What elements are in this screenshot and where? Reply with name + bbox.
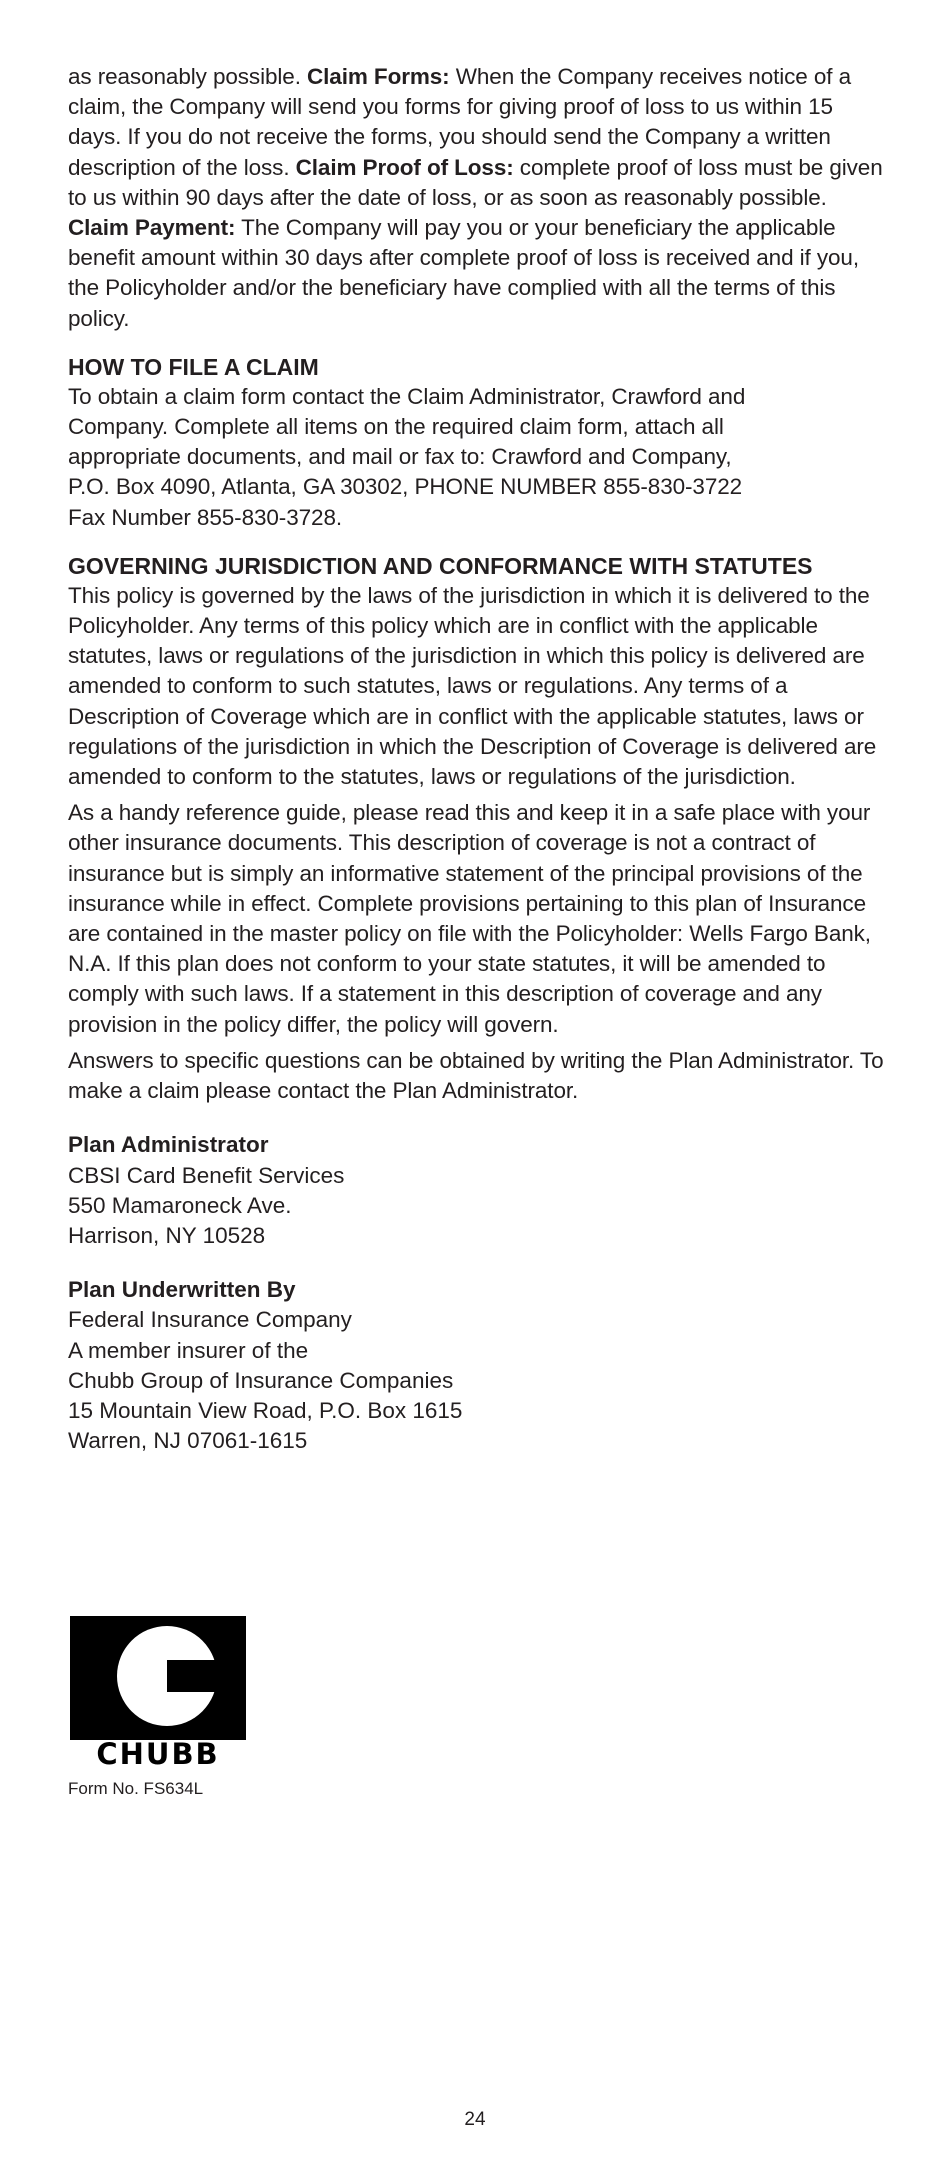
questions-paragraph: Answers to specific questions can be obtained by writing the Plan Administrator. To make a claim please contact the Plan Administrator. <box>68 1047 884 1104</box>
claim-forms-text: When the Company receives notice of a claim, the Company will send you forms for giving proof of loss to us within 15 days. If you do not receive the forms, you should send the Company a written description of the loss. <box>68 64 852 180</box>
plan-administrator-title: Plan Administrator <box>68 1132 269 1158</box>
how-to-file-line: Fax Number 855-830-3728. <box>68 504 343 530</box>
underwriter-line: Chubb Group of Insurance Companies <box>68 1367 454 1393</box>
form-number: Form No. FS634L <box>68 1779 204 1798</box>
underwriter-block <box>68 1275 888 1456</box>
jurisdiction-heading: GOVERNING JURISDICTION AND CONFORMANCE WITH STATUTES <box>68 552 813 579</box>
document-body <box>68 62 888 1456</box>
proof-of-loss-text: complete proof of loss must be given to us within 90 days after the date of loss, or as soon as reasonably possible. <box>68 154 883 210</box>
claim-payment-text: The Company will pay you or your beneficiary the applicable benefit amount within 30 days after complete proof of loss is received and if you, the Policyholder and/or the beneficiary have complied with all the terms of this policy. <box>68 215 859 331</box>
claim-procedure-paragraph <box>68 62 888 334</box>
claim-payment-label: Claim Payment: <box>68 215 236 241</box>
reference-guide-paragraph: As a handy reference guide, please read this and keep it in a safe place with your other insurance documents. This description of coverage is not a contract of insurance but is simply an informative statement of the principal provisions of the insurance while in effect. Complete provisions pertaining to this plan of Insurance are contained in the master policy on file with the Policyholder: Wells Fargo Bank, N.A. If this plan does not conform to your state statutes, it will be amended to comply with such laws. If a statement in this description of coverage and any provision in the policy differ, the policy will govern. <box>68 800 871 1037</box>
how-to-file-line: appropriate documents, and mail or fax to: Crawford and Company, <box>68 444 732 470</box>
chubb-logo <box>70 1616 246 1766</box>
how-to-file-heading: HOW TO FILE A CLAIM <box>68 353 319 380</box>
page-number: 24 <box>464 2109 486 2130</box>
claim-forms-label: Claim Forms: <box>307 64 450 89</box>
underwriter-line: A member insurer of the <box>68 1337 309 1363</box>
underwriter-line: Warren, NJ 07061-1615 <box>68 1428 308 1454</box>
chubb-logo-icon <box>70 1616 246 1766</box>
how-to-file-text <box>68 382 888 533</box>
how-to-file-line: To obtain a claim form contact the Claim Administrator, Crawford and <box>68 383 746 409</box>
proof-of-loss-label: Claim Proof of Loss: <box>295 154 514 180</box>
jurisdiction-paragraph: This policy is governed by the laws of the jurisdiction in which it is delivered to the Policyholder. Any terms of this policy which are in conflict with the applicable statutes, laws or regulations of the jurisdiction in which this policy is delivered are amended to conform to such statutes, laws or regulations. Any terms of a Description of Coverage which are in conflict with the applicable statutes, laws or regulations of the jurisdiction in which the Description of Coverage is delivered are amended to conform to the statutes, laws or regulations of the jurisdiction. <box>68 582 877 790</box>
plan-administrator-line: Harrison, NY 10528 <box>68 1222 266 1248</box>
plan-administrator-line: CBSI Card Benefit Services <box>68 1162 345 1188</box>
intro-lead: as reasonably possible. <box>68 64 307 89</box>
how-to-file-line: P.O. Box 4090, Atlanta, GA 30302, PHONE NUMBER 855-830-3722 <box>68 474 743 500</box>
underwriter-line: 15 Mountain View Road, P.O. Box 1615 <box>68 1397 463 1423</box>
plan-administrator-line: 550 Mamaroneck Ave. <box>68 1192 292 1218</box>
underwriter-title: Plan Underwritten By <box>68 1277 296 1303</box>
how-to-file-line: Company. Complete all items on the required claim form, attach all <box>68 414 724 440</box>
plan-administrator-block <box>68 1130 888 1251</box>
chubb-wordmark: CHUBB <box>96 1737 220 1766</box>
underwriter-line: Federal Insurance Company <box>68 1307 352 1333</box>
